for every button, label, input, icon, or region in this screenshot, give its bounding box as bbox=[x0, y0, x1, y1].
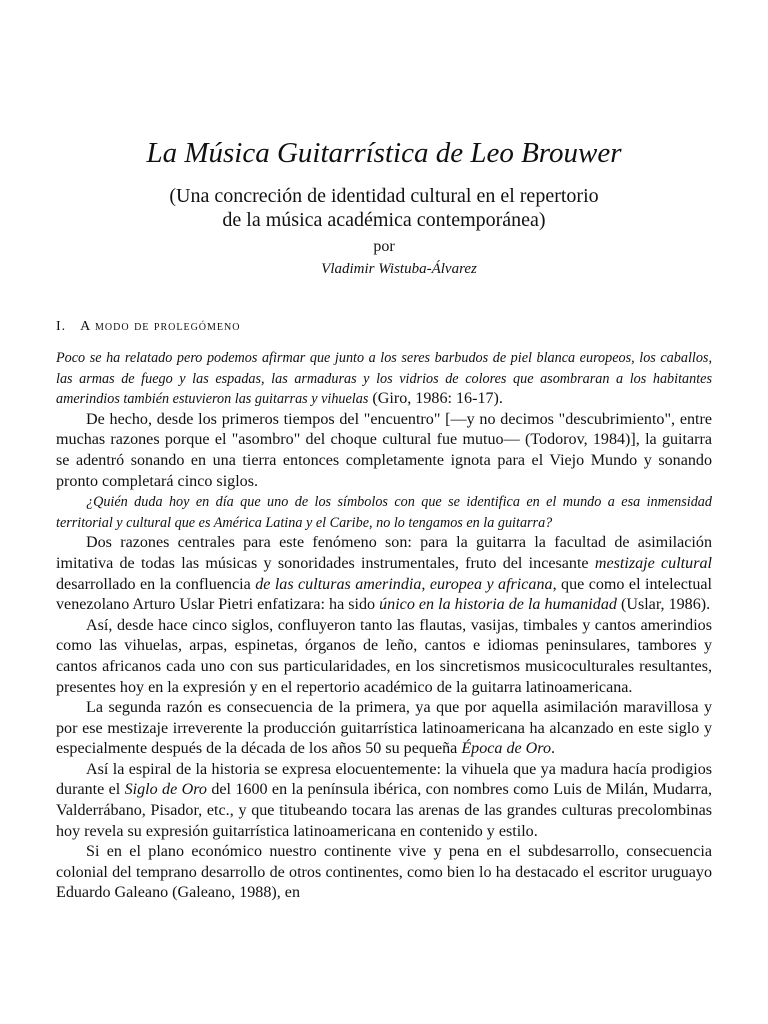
section-heading bbox=[56, 319, 240, 335]
paragraph-2: De hecho, desde los primeros tiempos del "encuentro" [—y no decimos "descubrimiento", entre muchas razones porque el "asombro" del choque cultural fue mutuo— (Todorov, 1984)], la guitarra se adentró sonando en una tierra entonces completamente ignota para el Viejo Mundo y sonando pronto completará cinco siglos. bbox=[56, 410, 712, 490]
paragraph-4-text-d: (Uslar, 1986). bbox=[616, 596, 711, 614]
paragraph-4 bbox=[56, 533, 712, 615]
epigraph-quote: Poco se ha relatado pero podemos afirmar que junto a los seres barbudos de piel blanca europeos, los caballos, las armas de fuego y las espadas, las armaduras y los vidrios de colores que asombraran a los habitantes amerindios también estuvieron las guitarras y vihuelas bbox=[56, 350, 712, 408]
paragraph-5: Así, desde hace cinco siglos, confluyeron tanto las flautas, vasijas, timbales y cantos amerindios como las vihuelas, arpas, espinetas, órganos de leño, cantos e idiomas peninsulares, tambores y cantos africanos cada uno con sus particularidades, en los sincretismos musicoculturales resultantes, presentes hoy en la expresión y en el repertorio académico de la guitarra latinoamericana. bbox=[56, 616, 712, 696]
article-title: La Música Guitarrística de Leo Brouwer bbox=[146, 137, 622, 169]
paragraph-7-text-b: del 1600 en la península ibérica, con nombres como Luis de Milán, Mudarra, Valderrábano, Pisador, etc., y que titubeando tocara las arenas de las grandes culturas precolombinas hoy revela su expresión guitarrística latinoamericana en contenido y estilo. bbox=[56, 781, 713, 840]
byline-por: por bbox=[373, 238, 395, 255]
subtitle-line-1: (Una concreción de identidad cultural en el repertorio bbox=[169, 185, 599, 207]
paragraph-6-emphasis: Época de Oro bbox=[461, 740, 552, 758]
paragraph-1 bbox=[56, 348, 712, 410]
paragraph-7-emphasis: Siglo de Oro bbox=[124, 781, 207, 799]
section-title: A modo de prolegómeno bbox=[80, 319, 241, 334]
author-name: Vladimir Wistuba-Álvarez bbox=[321, 261, 477, 277]
paragraph-4-emphasis-3: único en la historia de la humanidad bbox=[379, 596, 617, 614]
paragraph-4-text-b: desarrollado en la confluencia bbox=[56, 575, 256, 593]
paragraph-6-text-b: . bbox=[551, 740, 556, 758]
paragraph-4-text-c: , que como el intelectual venezolano Arturo Uslar Pietri enfatizara: ha sido bbox=[56, 575, 712, 614]
epigraph-reference: (Giro, 1986: 16-17). bbox=[368, 390, 503, 408]
paragraph-6-text-a: La segunda razón es consecuencia de la primera, ya que por aquella asimilación maravillosa y por ese mestizaje irreverente la producción guitarrística latinoamericana ha alcanzado en este siglo y especialmente después de la década de los años 50 su pequeña bbox=[56, 699, 712, 758]
paragraph-4-text-a: Dos razones centrales para este fenómeno son: para la guitarra la facultad de asimilación imitativa de todas las músicas y sonoridades instrumentales, fruto del incesante bbox=[56, 534, 712, 572]
paragraph-3: ¿Quién duda hoy en día que uno de los símbolos con que se identifica en el mundo a esa inmensidad territorial y cultural que es América Latina y el Caribe, no lo tengamos en la guitarra? bbox=[56, 494, 712, 531]
article-subtitle bbox=[0, 184, 768, 232]
body-text bbox=[56, 348, 712, 904]
paragraph-7 bbox=[56, 760, 712, 842]
paragraph-6 bbox=[56, 698, 712, 760]
paragraph-8: Si en el plano económico nuestro continente vive y pena en el subdesarrollo, consecuencia colonial del temprano desarrollo de otros continentes, como bien lo ha destacado el escritor uruguayo Eduardo Galeano (Galeano, 1988), en bbox=[56, 843, 712, 902]
subtitle-line-2: de la música académica contemporánea) bbox=[222, 209, 546, 231]
paragraph-4-emphasis-2: de las culturas amerindia, europea y africana bbox=[255, 575, 553, 593]
paragraph-4-emphasis-1: mestizaje cultural bbox=[594, 554, 712, 572]
section-number: I. bbox=[56, 319, 67, 334]
paragraph-7-text-a: Así la espiral de la historia se expresa elocuentemente: la vihuela que ya madura hacía prodigios durante el bbox=[56, 760, 712, 799]
